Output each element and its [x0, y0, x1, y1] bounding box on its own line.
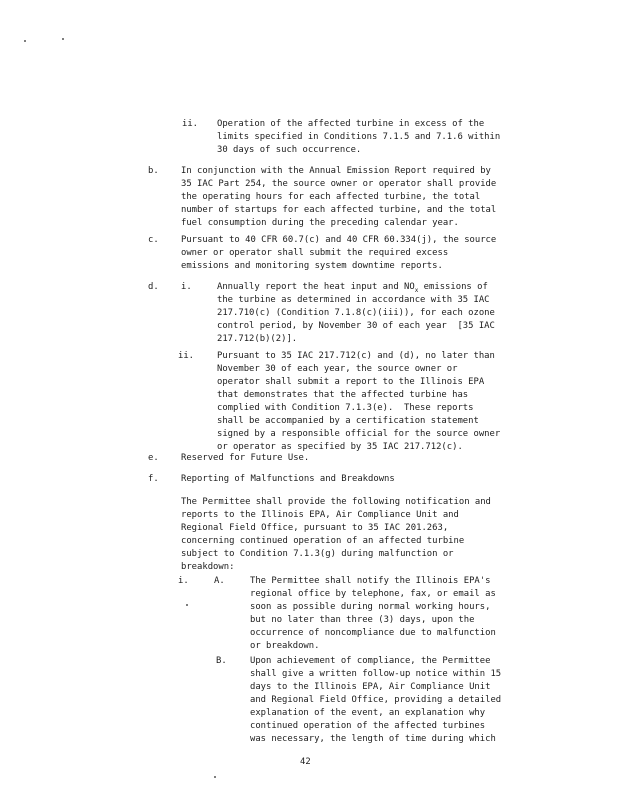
item-f-line: breakdown:	[181, 562, 235, 572]
item-f-line: reports to the Illinois EPA, Air Compliance Unit and	[181, 510, 459, 520]
item-d-i-text: Annually report the heat input and NO	[217, 282, 415, 292]
item-d-ii-line: November 30 of each year, the source owner or	[217, 364, 458, 374]
item-f-A-line: The Permittee shall notify the Illinois EPA's	[250, 576, 491, 586]
item-d-i-line: 217.710(c) (Condition 7.1.8(c)(iii)), for each ozone	[217, 308, 495, 318]
item-d-ii-line: that demonstrates that the affected turbine has	[217, 390, 469, 400]
item-e-label: e.	[148, 453, 159, 463]
item-b-line: In conjunction with the Annual Emission Report required by	[181, 166, 491, 176]
item-f-A-line: occurrence of noncompliance due to malfunction	[250, 628, 496, 638]
item-f-A-line: but no later than three (3) days, upon the	[250, 615, 475, 625]
item-b-line: number of startups for each affected turbine, and the total	[181, 205, 497, 215]
item-d-ii-label: ii.	[178, 351, 195, 361]
item-d-ii-line: operator shall submit a report to the Illinois EPA	[217, 377, 485, 387]
item-d-i-line: control period, by November 30 of each year [35 IAC	[217, 321, 495, 331]
item-f-B-line: days to the Illinois EPA, Air Compliance Unit	[250, 682, 491, 692]
item-f-B-line: shall give a written follow-up notice within 15	[250, 669, 502, 679]
item-d-label: d.	[148, 282, 159, 292]
item-d-ii-line: Pursuant to 35 IAC 217.712(c) and (d), no later than	[217, 351, 495, 361]
item-d-i-label: i.	[181, 282, 192, 292]
item-c-label: c.	[148, 235, 159, 245]
item-f-i-label: i.	[178, 576, 189, 586]
item-d-i-line: the turbine as determined in accordance with 35 IAC	[217, 295, 490, 305]
item-ii-line: 30 days of such occurrence.	[217, 145, 362, 155]
item-f-A-line: regional office by telephone, fax, or email as	[250, 589, 496, 599]
scan-speck	[62, 38, 64, 40]
item-d-i-text-end: emissions of	[418, 282, 488, 292]
item-e-text: Reserved for Future Use.	[181, 453, 310, 463]
nox-subscript: x	[414, 286, 419, 294]
item-d-ii-line: or operator as specified by 35 IAC 217.712(c).	[217, 442, 463, 452]
item-f-B-line: continued operation of the affected turbines	[250, 721, 486, 731]
item-f-A-label: A.	[214, 576, 225, 586]
item-f-line: subject to Condition 7.1.3(g) during malfunction or	[181, 549, 454, 559]
item-f-line: concerning continued operation of an affected turbine	[181, 536, 465, 546]
item-c-line: Pursuant to 40 CFR 60.7(c) and 40 CFR 60.334(j), the source	[181, 235, 497, 245]
scan-speck	[214, 776, 216, 778]
item-f-B-line: explanation of the event, an explanation why	[250, 708, 486, 718]
item-f-line: Regional Field Office, pursuant to 35 IAC 201.263,	[181, 523, 449, 533]
scan-speck	[186, 604, 188, 606]
item-b-line: fuel consumption during the preceding calendar year.	[181, 218, 459, 228]
scan-speck	[24, 40, 26, 42]
item-c-line: owner or operator shall submit the required excess	[181, 248, 449, 258]
item-d-ii-line: complied with Condition 7.1.3(e). These reports	[217, 403, 474, 413]
item-b-line: 35 IAC Part 254, the source owner or operator shall provide	[181, 179, 497, 189]
item-f-B-label: B.	[216, 656, 227, 666]
item-ii-label: ii.	[182, 119, 199, 129]
page-number: 42	[300, 757, 311, 767]
item-b-line: the operating hours for each affected turbine, the total	[181, 192, 481, 202]
item-f-A-line: soon as possible during normal working hours,	[250, 602, 491, 612]
item-f-label: f.	[148, 474, 159, 484]
item-f-A-line: or breakdown.	[250, 641, 320, 651]
item-ii-line: Operation of the affected turbine in excess of the	[217, 119, 485, 129]
item-d-ii-line: signed by a responsible official for the source owner	[217, 429, 501, 439]
item-c-line: emissions and monitoring system downtime reports.	[181, 261, 443, 271]
item-b-label: b.	[148, 166, 159, 176]
item-f-B-line: Upon achievement of compliance, the Permittee	[250, 656, 491, 666]
item-f-heading: Reporting of Malfunctions and Breakdowns	[181, 474, 395, 484]
item-f-B-line: was necessary, the length of time during which	[250, 734, 496, 744]
item-f-line: The Permittee shall provide the following notification and	[181, 497, 491, 507]
item-d-i-line: 217.712(b)(2)].	[217, 334, 298, 344]
item-ii-line: limits specified in Conditions 7.1.5 and 7.1.6 within	[217, 132, 501, 142]
item-d-ii-line: shall be accompanied by a certification statement	[217, 416, 479, 426]
item-f-B-line: and Regional Field Office, providing a detailed	[250, 695, 502, 705]
